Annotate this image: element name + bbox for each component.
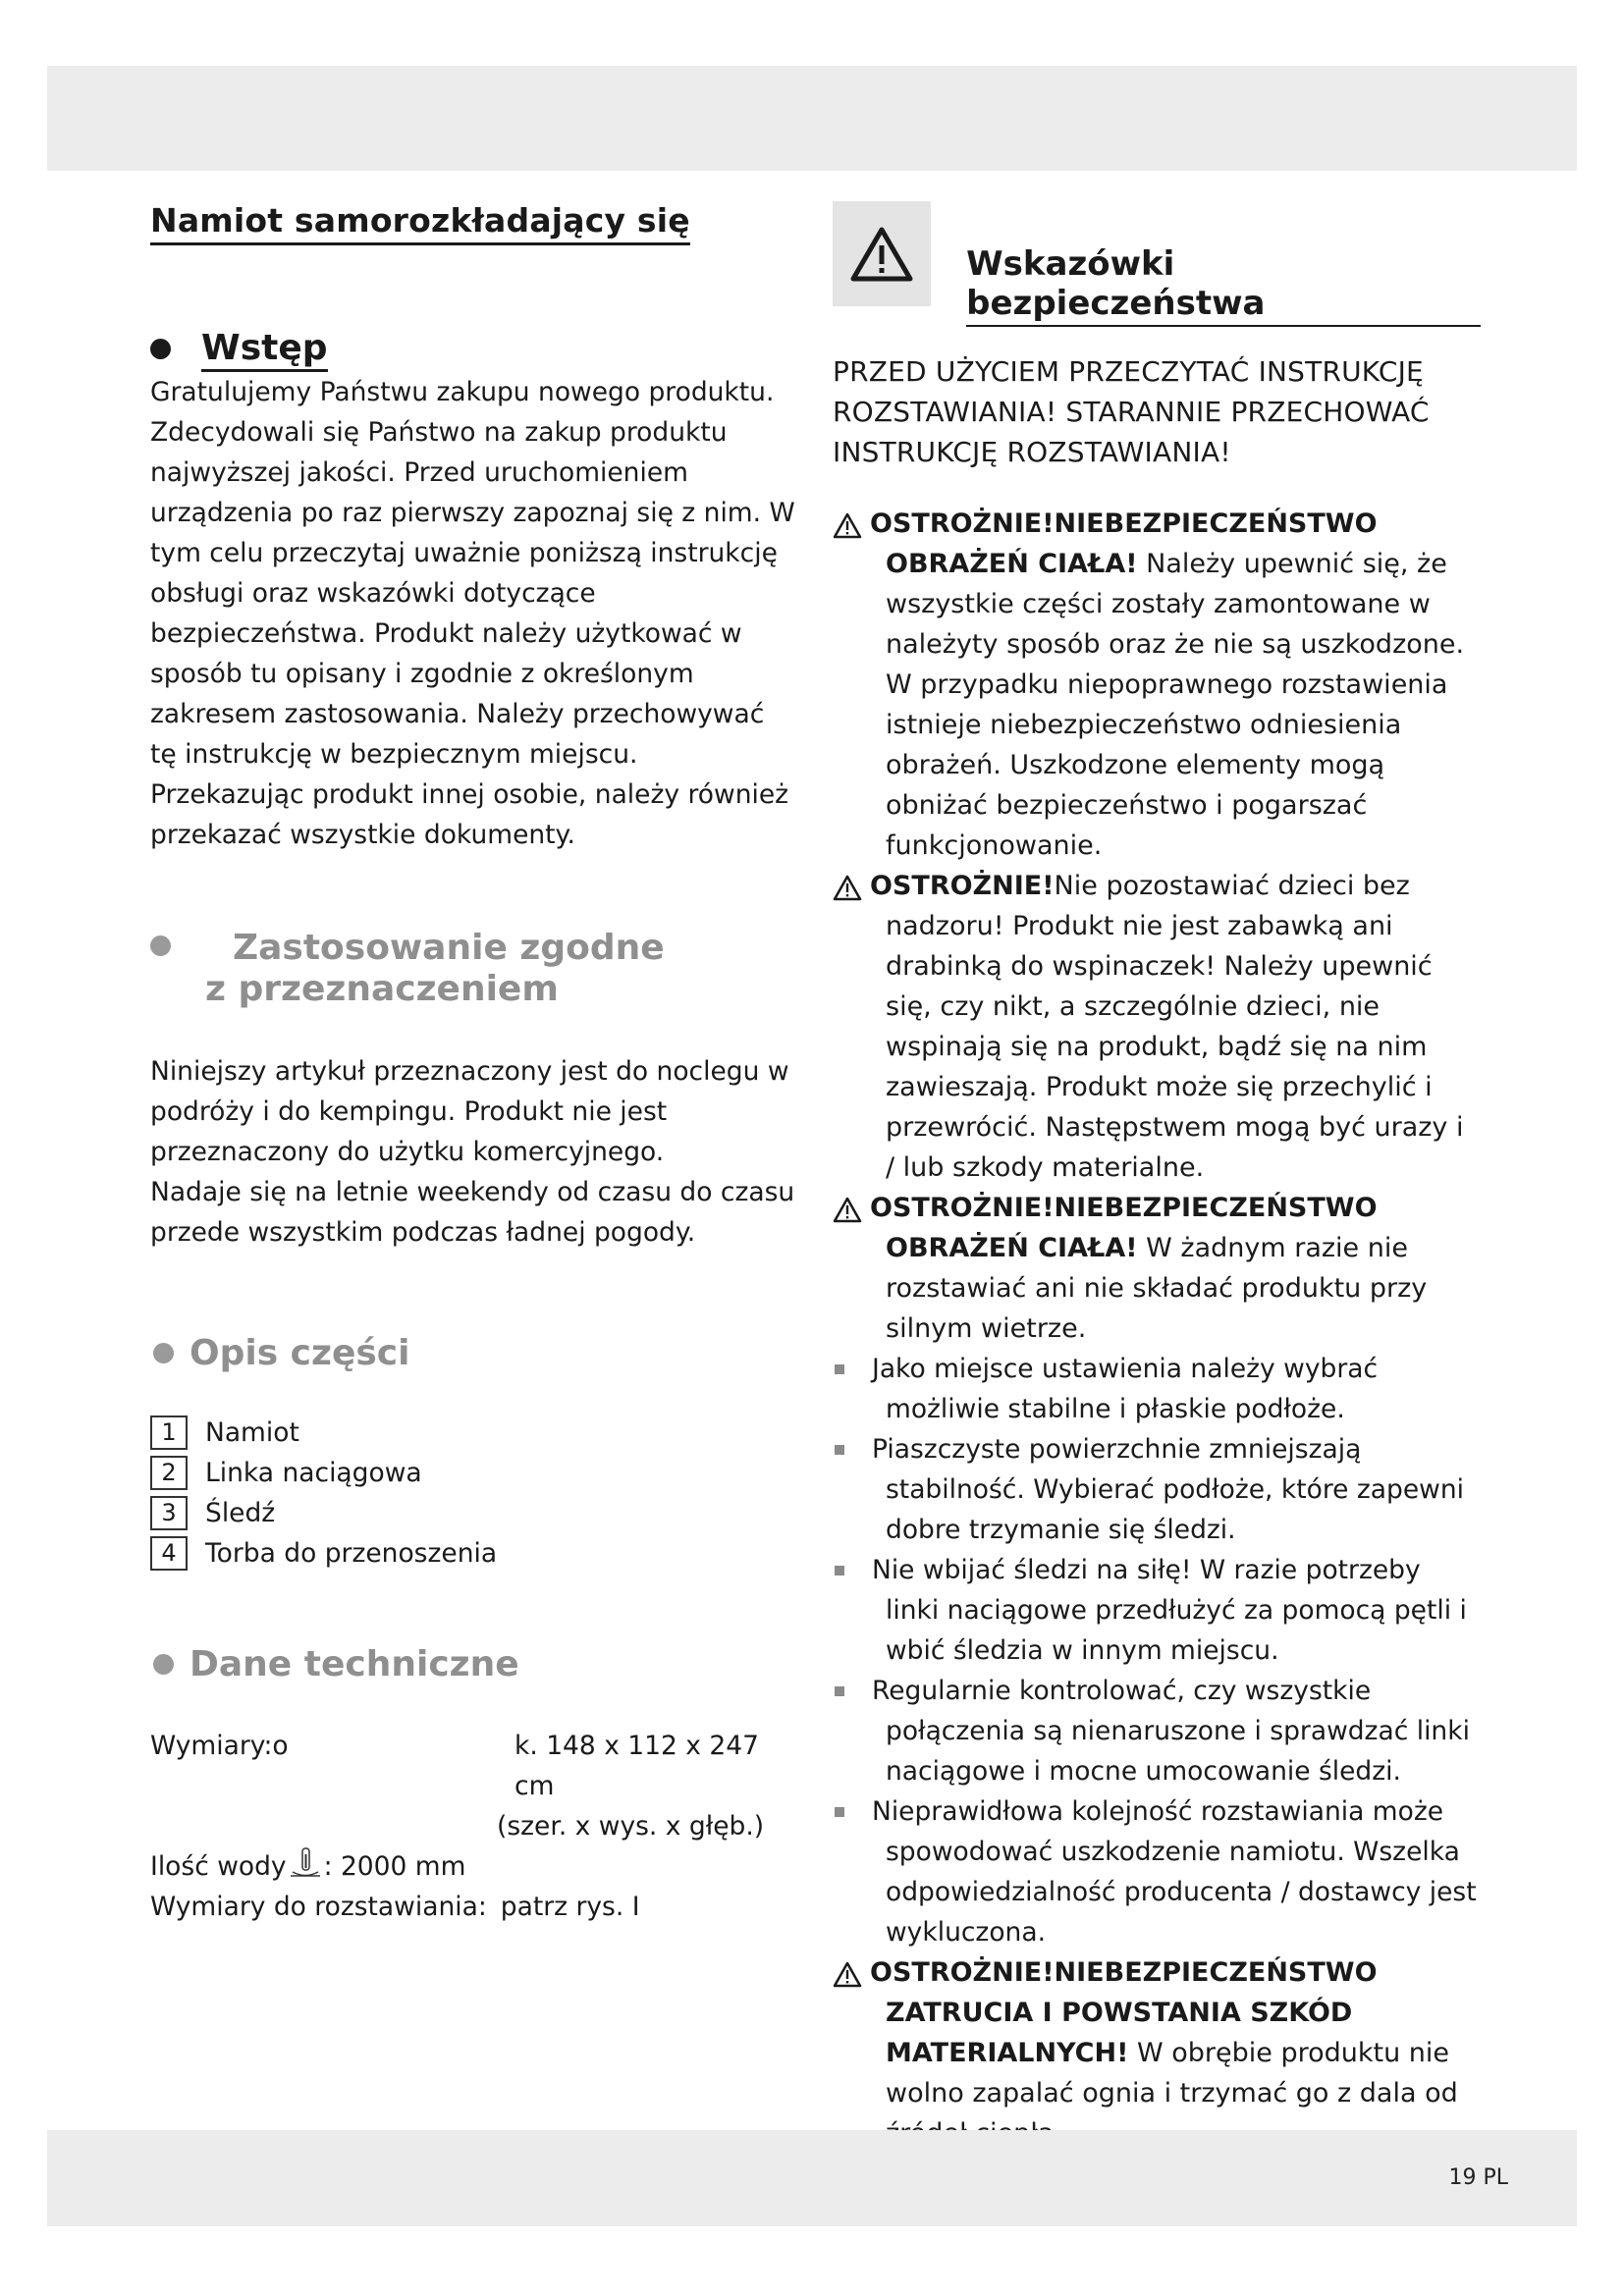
water-label: Ilość wody: [150, 1851, 287, 1882]
warning-triangle-icon: [833, 1197, 862, 1223]
dimensions-label: Wymiary:o: [150, 1731, 289, 1761]
warnings-list: [833, 504, 1481, 2154]
page-number: 19 PL: [1448, 2165, 1508, 2190]
warning-head: OSTROŻNIE!: [870, 871, 1055, 901]
bullet-item: [833, 1550, 1481, 1671]
tech-row-setup: [150, 1887, 798, 1927]
water-value: : 2000 mm: [323, 1851, 466, 1882]
part-number-box: 4: [150, 1536, 188, 1571]
part-label: Linka naciągowa: [205, 1458, 422, 1488]
left-column: [150, 201, 798, 1927]
intro-text: Gratulujemy Państwu zakupu nowego produktu. Zdecydowali się Państwo na zakup produktu najwyższej jakości. Przed uruchomieniem urządzenia po raz pierwszy zapoznaj się z nim. W tym celu przeczytaj uważnie poniższą instrukcję obsługi oraz wskazówki dotyczące bezpieczeństwa. Produkt należy użytkować w sposób tu opisany i zgodnie z określonym zakresem zastosowania. Należy przechowywać tę instrukcję w bezpiecznym miejscu. Przekazując produkt innej osobie, należy również przekazać wszystkie dokumenty.: [150, 377, 795, 850]
footer-band: [47, 2130, 1577, 2226]
bullet-text: Piaszczyste powierzchnie zmniejszają stabilność. Wybierać podłoże, które zapewni dobre trzymanie się śledzi.: [872, 1434, 1465, 1545]
intended-use-text: Niniejszy artykuł przeznaczony jest do noclegu w podróży i do kempingu. Produkt nie jest przeznaczony do użytku komercyjnego.: [150, 1056, 789, 1167]
intended-use-heading-line1: Zastosowanie zgodne: [233, 928, 665, 968]
section-bullet-icon: [153, 1343, 174, 1363]
intended-use-heading-line2: z przeznaczeniem: [205, 969, 559, 1009]
part-number-box: 1: [150, 1415, 188, 1450]
intended-use-text-2: Nadaje się na letnie weekendy od czasu do czasu przede wszystkim podczas ładnej pogody.: [150, 1177, 795, 1248]
square-bullet-icon: [835, 1445, 844, 1455]
warning-head: OSTROŻNIE!NIEBEZPIECZEŃSTWO: [870, 1957, 1378, 1988]
intended-use-heading: [150, 928, 798, 1010]
section-bullet-icon: [150, 339, 171, 359]
parts-list-item: [150, 1493, 798, 1533]
warning-head: OSTROŻNIE!NIEBEZPIECZEŃSTWO: [870, 508, 1378, 539]
warning-triangle-icon: [833, 875, 862, 901]
setup-label: Wymiary do rozstawiania:: [150, 1892, 487, 1922]
bullet-item: [833, 1791, 1481, 1952]
bullet-text: Jako miejsce ustawienia należy wybrać możliwie stabilne i płaskie podłoże.: [872, 1354, 1379, 1424]
part-number-box: 2: [150, 1456, 188, 1490]
bullet-text: Regularnie kontrolować, czy wszystkie połączenia są nienaruszone i sprawdzać linki naciągowe i mocne umocowanie śledzi.: [872, 1676, 1470, 1787]
part-number-box: 3: [150, 1496, 188, 1530]
warning-text: Nie pozostawiać dzieci bez nadzoru! Produkt nie jest zabawką ani drabinką do wspinaczek! Należy upewnić się, czy nikt, a szczególnie dzieci, nie wspinają się na produkt, bądź się na nim zawieszają. Produkt może się przechylić i przewrócić. Następstwem mogą być urazy i / lub szkody materialne.: [886, 871, 1464, 1183]
parts-heading-label: Opis części: [189, 1333, 410, 1373]
part-label: Namiot: [205, 1417, 299, 1448]
intro-heading: [150, 328, 798, 372]
document-title: Namiot samorozkładający się: [150, 201, 690, 245]
warning-triangle-icon: [849, 226, 914, 283]
tech-row-water: [150, 1846, 798, 1887]
square-bullet-icon: [835, 1364, 844, 1374]
tech-row-dimensions: [150, 1726, 798, 1846]
parts-heading: [150, 1333, 798, 1373]
intro-heading-label: Wstęp: [201, 328, 328, 372]
warning-head2: OBRAŻEŃ CIAŁA!: [886, 1233, 1138, 1263]
dimensions-note: (szer. x wys. x głęb.): [497, 1811, 765, 1842]
safety-intro: PRZED UŻYCIEM PRZECZYTAĆ INSTRUKCJĘ ROZSTAWIANIA! STARANNIE PRZECHOWAĆ INSTRUKCJĘ ROZSTAWIANIA!: [833, 355, 1430, 468]
dimensions-value-text: k. 148 x 112 x 247 cm: [514, 1731, 759, 1801]
warning-item: [833, 504, 1481, 866]
safety-title: Wskazówki bezpieczeństwa: [966, 244, 1481, 327]
bullet-item: [833, 1349, 1481, 1429]
warning-text: W żadnym razie nie rozstawiać ani nie składać produktu przy silnym wietrze.: [886, 1233, 1428, 1344]
parts-list: [150, 1413, 798, 1574]
tech-data: [150, 1726, 798, 1927]
dimensions-value: [497, 1726, 798, 1846]
warning-triangle-icon: [833, 1961, 862, 1988]
warning-head2: OBRAŻEŃ CIAŁA!: [886, 549, 1138, 579]
warning-box: [833, 201, 931, 306]
part-label: Śledź: [205, 1498, 276, 1528]
square-bullet-icon: [835, 1686, 844, 1696]
warning-item: [833, 1188, 1481, 1349]
parts-list-item: [150, 1453, 798, 1493]
parts-list-item: [150, 1413, 798, 1453]
warning-head: OSTROŻNIE!NIEBEZPIECZEŃSTWO: [870, 1193, 1378, 1223]
bullet-item: [833, 1429, 1481, 1550]
warning-head2: ZATRUCIA I POWSTANIA SZKÓD MATERIALNYCH!: [886, 1998, 1353, 2068]
warning-text: Należy upewnić się, że wszystkie części zostały zamontowane w należyty sposób oraz że nie są uszkodzone. W przypadku niepoprawnego rozstawienia istnieje niebezpieczeństwo odniesienia obrażeń. Uszkodzone elementy mogą obniżać bezpieczeństwo i pogarszać funkcjonowanie.: [886, 549, 1465, 861]
right-column: [833, 201, 1481, 2154]
square-bullet-icon: [835, 1566, 844, 1575]
warning-triangle-icon: [833, 512, 862, 539]
square-bullet-icon: [835, 1807, 844, 1817]
header-band: [47, 66, 1577, 171]
tech-heading-label: Dane techniczne: [189, 1644, 519, 1684]
water-column-icon: [289, 1846, 322, 1880]
safety-heading: [833, 201, 1481, 327]
setup-value: patrz rys. I: [500, 1892, 640, 1922]
warning-item: [833, 1952, 1481, 2154]
part-label: Torba do przenoszenia: [205, 1538, 498, 1569]
tech-heading: [150, 1644, 798, 1684]
warning-text: W obrębie produktu nie wolno zapalać ognia i trzymać go z dala od: [886, 2038, 1458, 2109]
section-bullet-icon: [153, 1654, 174, 1675]
parts-list-item: [150, 1533, 798, 1574]
bullet-item: [833, 1671, 1481, 1791]
bullet-text: Nie wbijać śledzi na siłę! W razie potrzeby linki naciągowe przedłużyć za pomocą pętli i wbić śledzia w innym miejscu.: [872, 1555, 1467, 1666]
bullet-text: Nieprawidłowa kolejność rozstawiania może spowodować uszkodzenie namiotu. Wszelka odpowiedzialność producenta / dostawcy jest wykluczona.: [872, 1796, 1477, 1948]
warning-item: [833, 866, 1481, 1188]
section-bullet-icon: [150, 935, 171, 956]
